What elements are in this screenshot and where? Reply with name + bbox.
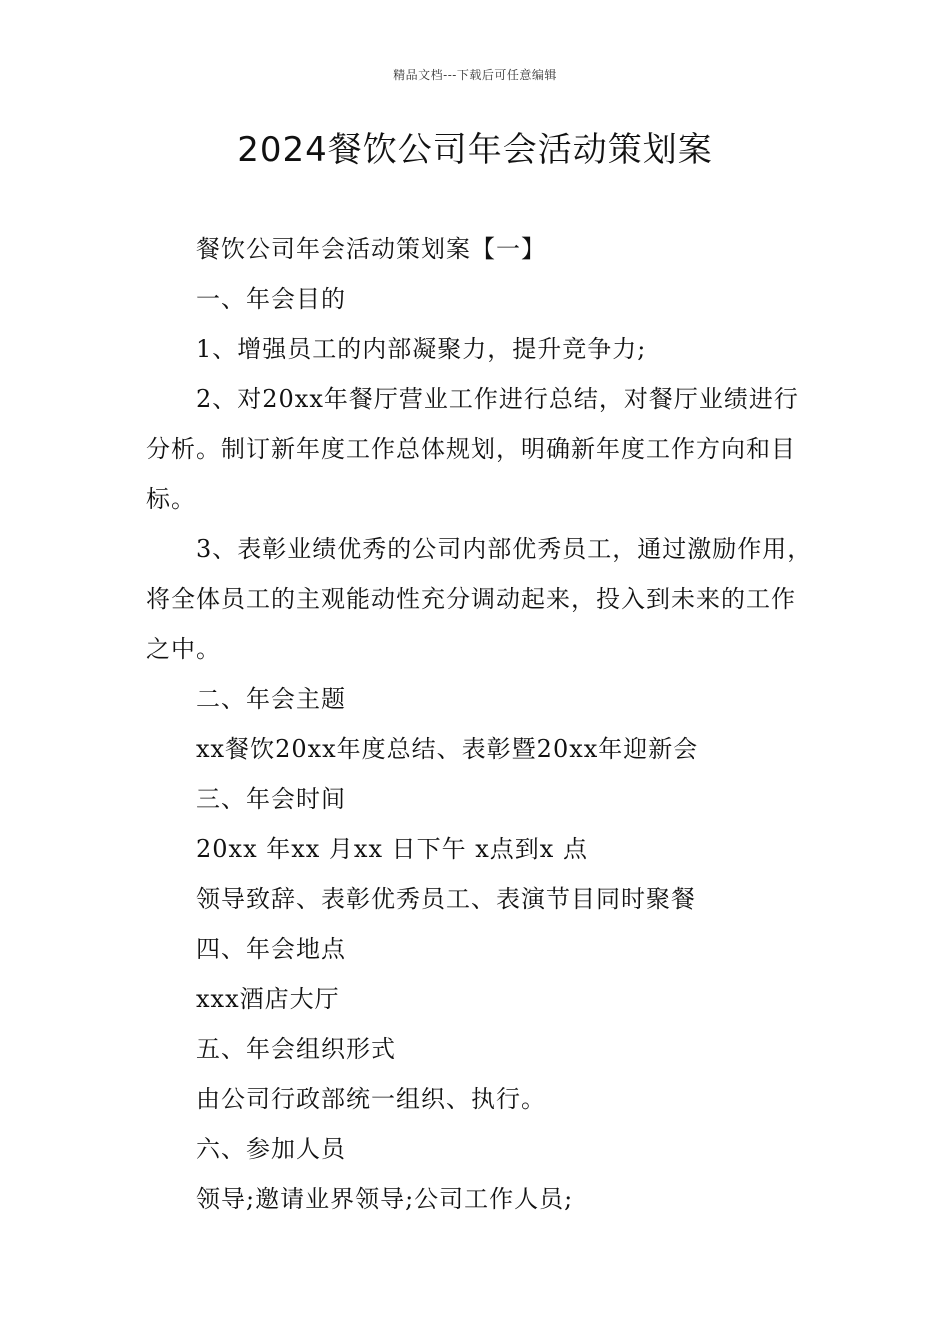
location-text: xxx酒店大厅 <box>196 985 340 1013</box>
document-body <box>146 224 814 1224</box>
purpose-item-2: 2、对20xx年餐厅营业工作进行总结，对餐厅业绩进行分析。制订新年度工作总体规划，明确新年度工作方向和目标。 <box>146 385 799 513</box>
purpose-item-3: 3、表彰业绩优秀的公司内部优秀员工，通过激励作用，将全体员工的主观能动性充分调动起来，投入到未来的工作之中。 <box>146 535 813 663</box>
section-heading-theme: 二、年会主题 <box>196 685 346 713</box>
section-heading-plan-one: 餐饮公司年会活动策划案【一】 <box>196 235 546 263</box>
section-heading-location: 四、年会地点 <box>196 935 346 963</box>
section-heading-participants: 六、参加人员 <box>196 1135 346 1163</box>
document-title: 2024餐饮公司年会活动策划案 <box>237 130 713 170</box>
theme-text: xx餐饮20xx年度总结、表彰暨20xx年迎新会 <box>196 735 699 763</box>
section-heading-purpose: 一、年会目的 <box>196 285 346 313</box>
section-heading-time: 三、年会时间 <box>196 785 346 813</box>
time-text: 20xx 年xx 月xx 日下午 x点到x 点 <box>196 835 588 863</box>
header-watermark: 精品文档---下载后可任意编辑 <box>393 68 557 82</box>
participants-text: 领导;邀请业界领导;公司工作人员; <box>196 1185 574 1213</box>
agenda-text: 领导致辞、表彰优秀员工、表演节目同时聚餐 <box>196 885 696 913</box>
organization-text: 由公司行政部统一组织、执行。 <box>196 1085 546 1113</box>
purpose-item-1: 1、增强员工的内部凝聚力，提升竞争力; <box>196 335 647 363</box>
section-heading-organization: 五、年会组织形式 <box>196 1035 396 1063</box>
